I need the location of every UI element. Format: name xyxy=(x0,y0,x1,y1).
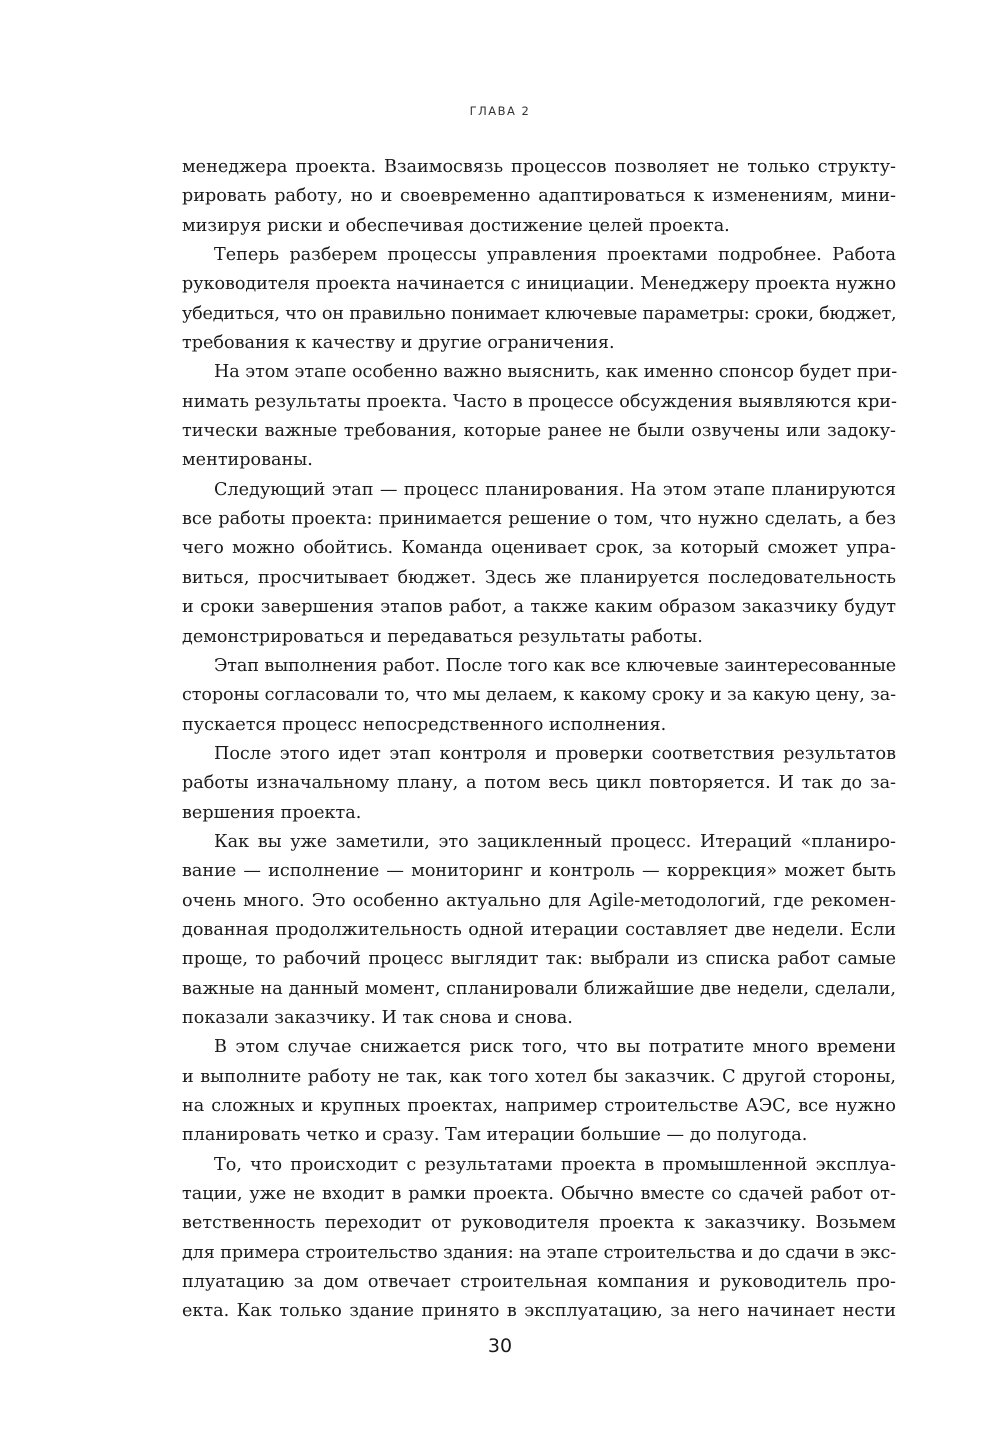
text-line: для примера строительство здания: на этапе строительства и до сдачи в экс- xyxy=(182,1242,896,1263)
text-line: пускается процесс непосредственного исполнения. xyxy=(182,714,667,735)
body-text xyxy=(182,153,896,1327)
text-line: Как вы уже заметили, это зацикленный процесс. Итераций «планиро- xyxy=(214,831,896,852)
text-line: очень много. Это особенно актуально для Agile-методологий, где рекомен- xyxy=(182,890,896,911)
text-line: стороны согласовали то, что мы делаем, к какому сроку и за какую цену, за- xyxy=(182,685,896,706)
text-line: нимать результаты проекта. Часто в процессе обсуждения выявляются кри- xyxy=(182,391,897,412)
text-line: убедиться, что он правильно понимает ключевые параметры: сроки, бюджет, xyxy=(182,303,897,324)
text-line: проще, то рабочий процесс выглядит так: выбрали из списка работ самые xyxy=(182,949,896,970)
running-head-chapter: ГЛАВА 2 xyxy=(469,104,531,118)
text-line: Теперь разберем процессы управления проектами подробнее. Работа xyxy=(214,245,896,266)
text-line: важные на данный момент, спланировали ближайшие две недели, сделали, xyxy=(182,978,896,999)
text-line: На этом этапе особенно важно выяснить, как именно спонсор будет при- xyxy=(214,362,898,383)
text-line: демонстрироваться и передаваться результаты работы. xyxy=(182,626,703,647)
text-line: и выполните работу не так, как того хотел бы заказчик. С другой стороны, xyxy=(182,1066,896,1087)
text-line: тации, уже не входит в рамки проекта. Обычно вместе со сдачей работ от- xyxy=(182,1184,896,1205)
text-line: дованная продолжительность одной итерации составляет две недели. Если xyxy=(182,919,896,940)
text-line: плуатацию за дом отвечает строительная компания и руководитель про- xyxy=(182,1272,896,1293)
text-line: менеджера проекта. Взаимосвязь процессов позволяет не только структу- xyxy=(182,157,896,177)
text-line: на сложных и крупных проектах, например строительстве АЭС, все нужно xyxy=(182,1096,896,1116)
text-line: екта. Как только здание принято в эксплуатацию, за него начинает нести xyxy=(182,1301,896,1322)
text-line: планировать четко и сразу. Там итерации большие — до полугода. xyxy=(182,1125,808,1146)
text-line: После этого идет этап контроля и проверки соответствия результатов xyxy=(214,743,896,764)
text-line: все работы проекта: принимается решение о том, что нужно сделать, а без xyxy=(182,509,896,530)
text-line: рировать работу, но и своевременно адаптироваться к изменениям, мини- xyxy=(182,186,896,207)
text-line: То, что происходит с результатами проекта в промышленной эксплуа- xyxy=(214,1154,896,1175)
text-line: Следующий этап — процесс планирования. На этом этапе планируются xyxy=(214,479,896,500)
text-line: ментированы. xyxy=(182,450,313,471)
text-line: вершения проекта. xyxy=(182,802,362,823)
text-line: В этом случае снижается риск того, что вы потратите много времени xyxy=(214,1037,896,1058)
text-line: ветственность переходит от руководителя проекта к заказчику. Возьмем xyxy=(182,1213,896,1234)
text-line: руководителя проекта начинается с инициации. Менеджеру проекта нужно xyxy=(182,274,896,295)
text-line: работы изначальному плану, а потом весь цикл повторяется. И так до за- xyxy=(182,773,896,794)
text-line: виться, просчитывает бюджет. Здесь же планируется последовательность xyxy=(182,567,896,588)
text-line: показали заказчику. И так снова и снова. xyxy=(182,1007,573,1028)
text-line: тически важные требования, которые ранее не были озвучены или задоку- xyxy=(182,421,896,442)
text-line: и сроки завершения этапов работ, а также каким образом заказчику будут xyxy=(182,597,896,618)
page-number: 30 xyxy=(487,1335,513,1357)
text-line: Этап выполнения работ. После того как все ключевые заинтересованные xyxy=(214,655,896,676)
text-line: чего можно обойтись. Команда оценивает срок, за который сможет упра- xyxy=(182,538,896,559)
text-line: вание — исполнение — мониторинг и контроль — коррекция» может быть xyxy=(182,861,896,882)
text-line: требования к качеству и другие ограничения. xyxy=(182,333,615,354)
text-line: мизируя риски и обеспечивая достижение целей проекта. xyxy=(182,215,730,236)
